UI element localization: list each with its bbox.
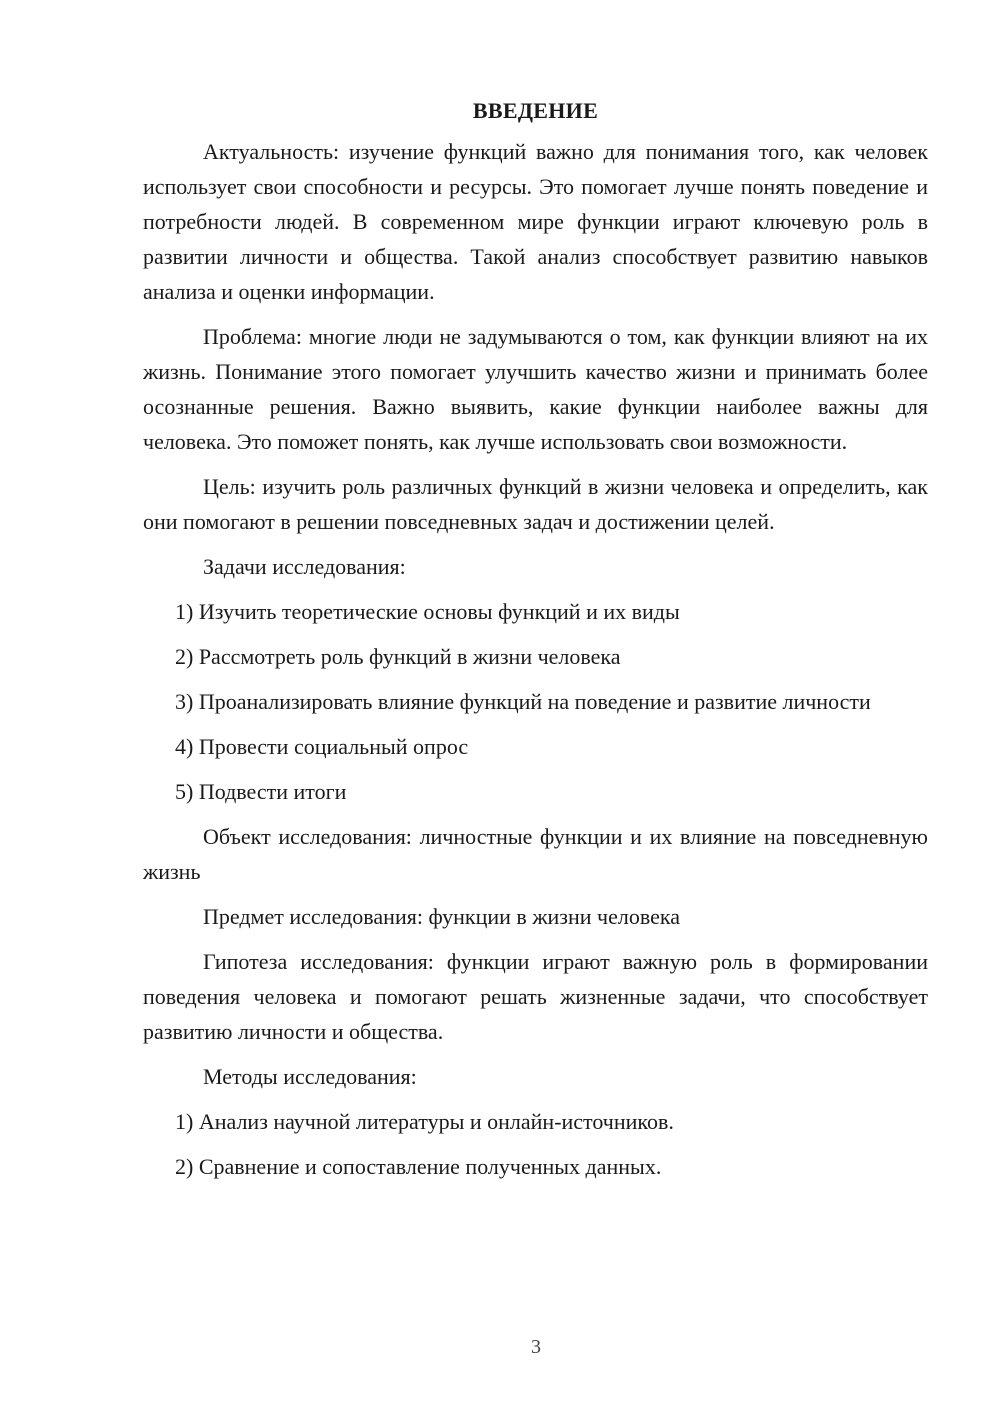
page-title: ВВЕДЕНИЕ	[472, 98, 599, 123]
hypothesis-paragraph: Гипотеза исследования: функции играют важную роль в формировании поведения человека и помогают решать жизненные задачи, что способствует развитию личности и общества.	[143, 949, 928, 1044]
page-number: 3	[531, 1336, 541, 1358]
tasks-heading: Задачи исследования:	[203, 554, 406, 579]
task-item: 5) Подвести итоги	[175, 779, 347, 804]
problem-paragraph: Проблема: многие люди не задумываются о том, как функции влияют на их жизнь. Понимание этого помогает улучшить качество жизни и принимать более осознанные решения. Важно выявить, какие функции наиболее важны для человека. Это поможет понять, как лучше использовать свои возможности.	[143, 324, 928, 454]
task-item: 1) Изучить теоретические основы функций и их виды	[175, 599, 680, 624]
object-paragraph: Объект исследования: личностные функции и их влияние на повседневную жизнь	[143, 824, 928, 884]
document-page	[143, 96, 928, 1194]
task-item: 4) Провести социальный опрос	[175, 734, 469, 759]
method-item: 2) Сравнение и сопоставление полученных данных.	[175, 1154, 662, 1179]
method-item: 1) Анализ научной литературы и онлайн-источников.	[175, 1109, 674, 1134]
relevance-paragraph: Актуальность: изучение функций важно для понимания того, как человек использует свои способности и ресурсы. Это помогает лучше понять поведение и потребности людей. В современном мире функции играют ключевую роль в развитии личности и общества. Такой анализ способствует развитию навыков анализа и оценки информации.	[143, 139, 928, 304]
methods-heading: Методы исследования:	[203, 1064, 417, 1089]
task-item: 3) Проанализировать влияние функций на поведение и развитие личности	[175, 689, 871, 714]
task-item: 2) Рассмотреть роль функций в жизни человека	[175, 644, 621, 669]
goal-paragraph: Цель: изучить роль различных функций в жизни человека и определить, как они помогают в решении повседневных задач и достижении целей.	[143, 474, 928, 534]
subject-paragraph: Предмет исследования: функции в жизни человека	[203, 904, 680, 929]
